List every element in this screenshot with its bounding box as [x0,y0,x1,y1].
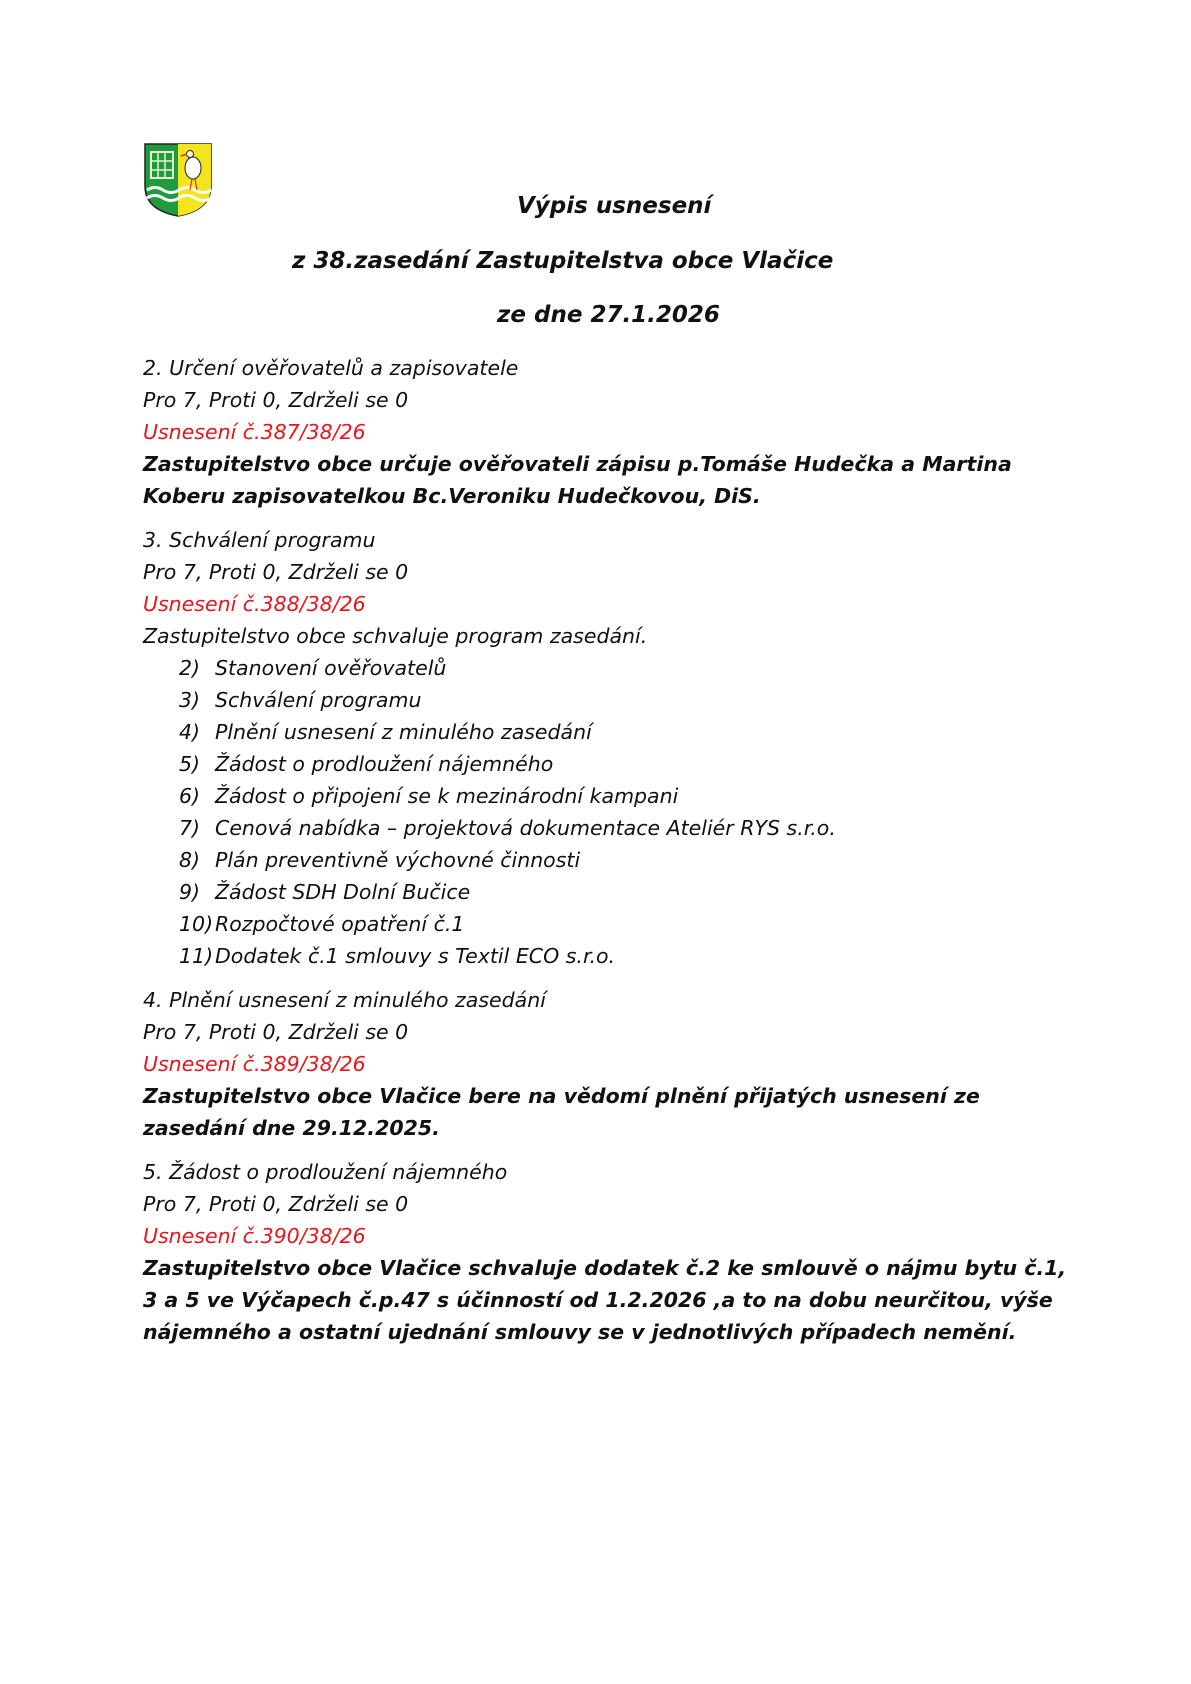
agenda-item-label: Cenová nabídka – projektová dokumentace Ateliér RYS s.r.o. [215,816,836,840]
agenda-item-label: Schválení programu [215,688,422,712]
agenda-item-number: 2) [179,656,201,680]
resolution-number: Usnesení č.387/38/26 [143,420,366,444]
agenda-item [143,844,1073,876]
agenda-item [143,780,1073,812]
vote-result: Pro 7, Proti 0, Zdrželi se 0 [143,1020,409,1044]
section-5 [143,1156,1073,1348]
agenda-item [143,748,1073,780]
agenda-item-number: 3) [179,688,201,712]
resolution-text: Zastupitelstvo obce Vlačice schvaluje dodatek č.2 ke smlouvě o nájmu bytu č.1, 3 a 5 ve Výčapech č.p.47 s účinností od 1.2.2026 ,a to na dobu neurčitou, výše nájemného a ostatní ujednání smlouvy se v jednotlivých případech nemění. [143,1256,1067,1344]
agenda-item-number: 8) [179,848,201,872]
agenda-item-label: Žádost SDH Dolní Bučice [215,880,471,904]
agenda-item-label: Plnění usnesení z minulého zasedání [215,720,592,744]
agenda-item [143,908,1073,940]
vote-result: Pro 7, Proti 0, Zdrželi se 0 [143,1192,409,1216]
agenda-item-number: 9) [179,880,201,904]
document-title: Výpis usnesení [517,193,712,219]
agenda-item [143,716,1073,748]
agenda-list [143,652,1073,972]
section-heading: 2. Určení ověřovatelů a zapisovatele [143,356,519,380]
agenda-item-label: Plán preventivně výchovné činnosti [215,848,581,872]
resolution-text: Zastupitelstvo obce Vlačice bere na vědomí plnění přijatých usnesení ze zasedání dne 29.12.2025. [143,1084,980,1140]
agenda-item-number: 11) [179,944,214,968]
section-heading: 3. Schválení programu [143,528,376,552]
agenda-item-label: Stanovení ověřovatelů [215,656,447,680]
resolution-number: Usnesení č.389/38/26 [143,1052,366,1076]
agenda-item-number: 4) [179,720,201,744]
resolution-number: Usnesení č.388/38/26 [143,592,366,616]
section-2 [143,352,1073,512]
resolution-text: Zastupitelstvo obce schvaluje program zasedání. [143,624,648,648]
meeting-subtitle: z 38.zasedání Zastupitelstva obce Vlačice [292,248,834,274]
agenda-item [143,652,1073,684]
section-heading: 5. Žádost o prodloužení nájemného [143,1160,508,1184]
section-4 [143,984,1073,1144]
agenda-item-number: 5) [179,752,201,776]
resolution-text: Zastupitelstvo obce určuje ověřovateli zápisu p.Tomáše Hudečka a Martina Koberu zapisovatelkou Bc.Veroniku Hudečkovou, DiS. [143,452,1012,508]
agenda-item-number: 7) [179,816,201,840]
vote-result: Pro 7, Proti 0, Zdrželi se 0 [143,388,409,412]
agenda-item-label: Žádost o připojení se k mezinárodní kampani [215,784,679,808]
resolutions-body [143,352,1073,1360]
agenda-item-number: 10) [179,912,214,936]
agenda-item [143,940,1073,972]
agenda-item [143,876,1073,908]
section-3 [143,524,1073,972]
agenda-item-label: Žádost o prodloužení nájemného [215,752,554,776]
agenda-item-label: Rozpočtové opatření č.1 [215,912,465,936]
section-heading: 4. Plnění usnesení z minulého zasedání [143,988,546,1012]
agenda-item [143,684,1073,716]
agenda-item [143,812,1073,844]
agenda-item-number: 6) [179,784,201,808]
resolution-number: Usnesení č.390/38/26 [143,1224,366,1248]
municipal-crest-icon [143,142,213,218]
meeting-date: ze dne 27.1.2026 [497,302,720,328]
vote-result: Pro 7, Proti 0, Zdrželi se 0 [143,560,409,584]
agenda-item-label: Dodatek č.1 smlouvy s Textil ECO s.r.o. [215,944,616,968]
